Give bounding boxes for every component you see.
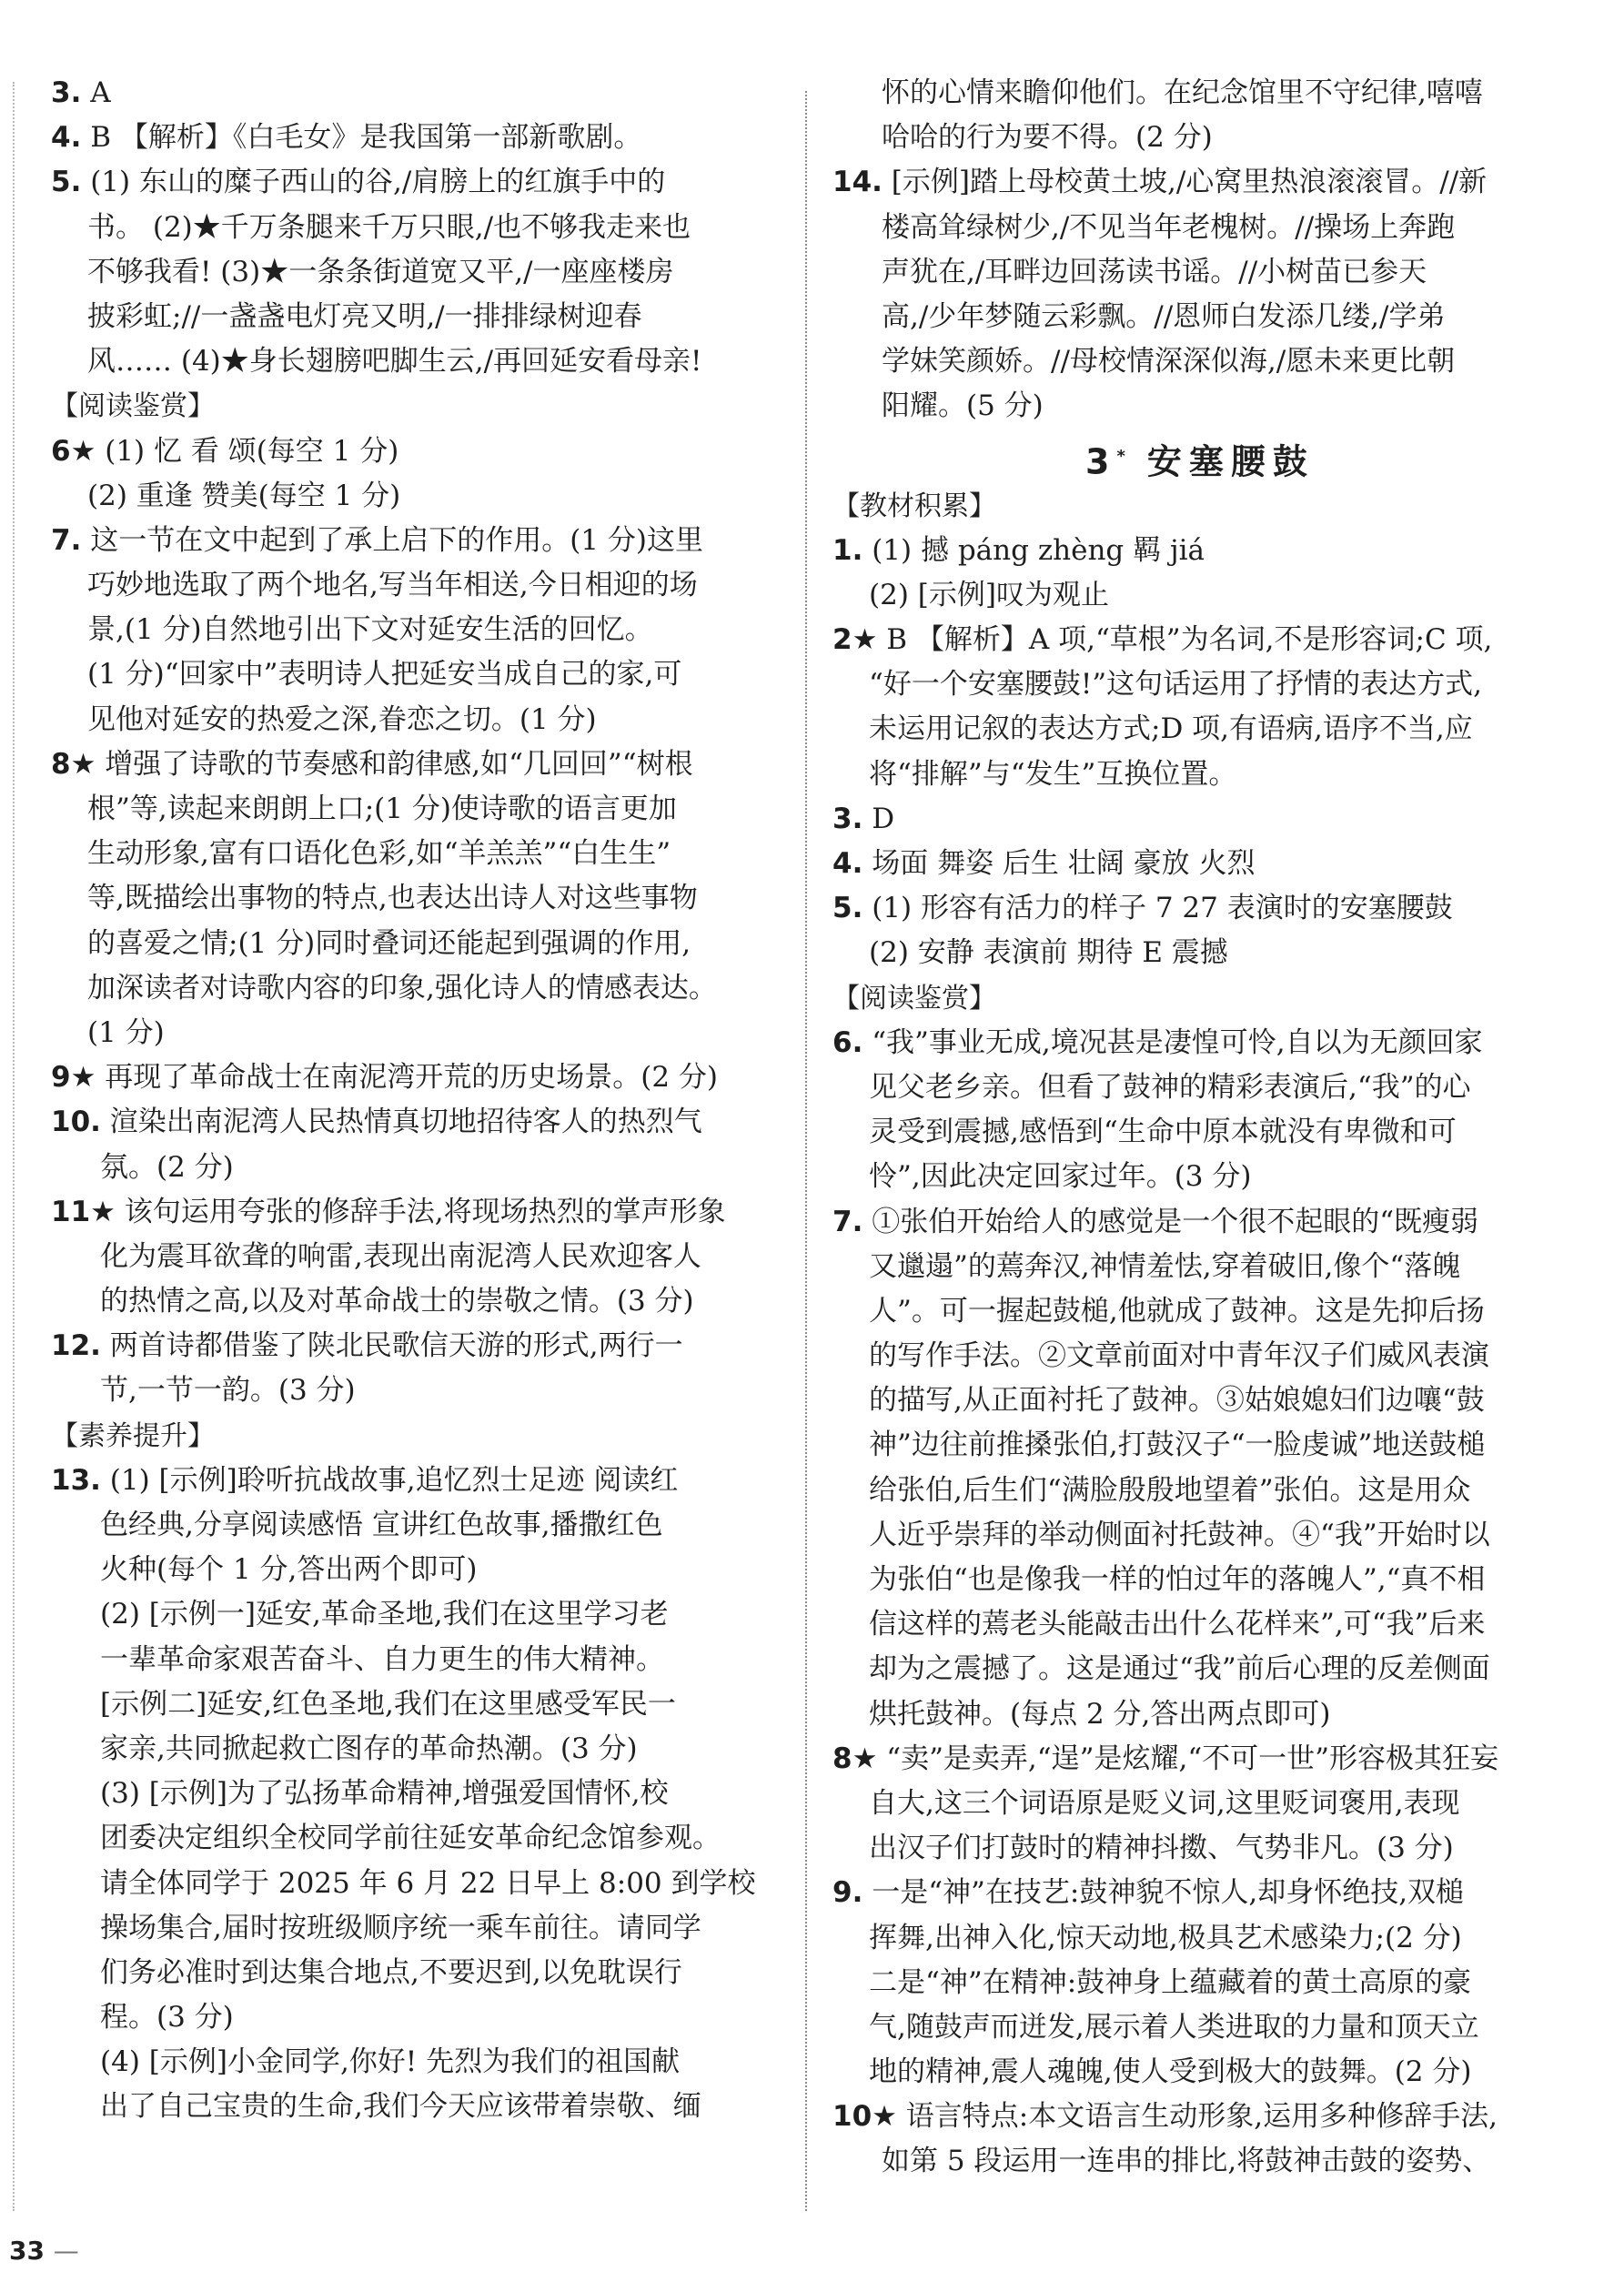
question-number: 5. xyxy=(51,166,82,199)
answer-line: 4. 场面 舞姿 后生 壮阔 豪放 火烈 xyxy=(832,847,1256,880)
answer-line: 7. ①张伯开始给人的感觉是一个很不起眼的“既瘦弱 xyxy=(832,1205,1479,1238)
section-heading: 【教材积累】 xyxy=(832,490,996,522)
answer-line: 2★ B 【解析】A 项,“草根”为名词,不是形容词;C 项, xyxy=(832,623,1493,657)
answer-line: 家亲,共同掀起救亡图存的革命热潮。(3 分) xyxy=(100,1732,638,1765)
answer-line: (2) [示例]叹为观止 xyxy=(869,578,1109,611)
answer-line: 楼高耸绿树少,/不见当年老槐树。//操场上奔跑 xyxy=(882,210,1456,244)
answer-line: [示例二]延安,红色圣地,我们在这里感受军民一 xyxy=(100,1687,676,1721)
section-heading: 【阅读鉴赏】 xyxy=(51,390,215,423)
answer-line: 见父老乡亲。但看了鼓神的精彩表演后,“我”的心 xyxy=(869,1070,1471,1104)
answer-line: 人近乎崇拜的举动侧面衬托鼓神。④“我”开始时以 xyxy=(869,1518,1490,1551)
answer-line: (4) [示例]小金同学,你好! 先烈为我们的祖国献 xyxy=(100,2045,681,2079)
answer-line: 为张伯“也是像我一样的怕过年的落魄人”,“真不相 xyxy=(869,1563,1486,1596)
answer-line: 1. (1) 撼 páng zhèng 羁 jiá xyxy=(832,533,1205,567)
answer-line: 挥舞,出神入化,惊天动地,极具艺术感染力;(2 分) xyxy=(869,1921,1462,1954)
answer-line: 4. B 【解析】《白毛女》是我国第一部新歌剧。 xyxy=(51,121,642,155)
answer-line: 12. 两首诗都借鉴了陕北民歌信天游的形式,两行一 xyxy=(51,1329,683,1363)
answer-line: 程。(3 分) xyxy=(100,2001,234,2035)
answer-line: 6★ (1) 忆 看 颂(每空 1 分) xyxy=(51,434,399,468)
answer-line: 声犹在,/耳畔边回荡读书谣。//小树苗已参天 xyxy=(882,255,1427,288)
answer-line: 氛。(2 分) xyxy=(100,1150,234,1184)
answer-line: 14. [示例]踏上母校黄土坡,/心窝里热浪滚滚冒。//新 xyxy=(832,166,1488,199)
column-divider xyxy=(805,91,807,2211)
answer-line: (2) 安静 表演前 期待 E 震撼 xyxy=(869,936,1228,970)
answer-line: 披彩虹;//一盏盏电灯亮又明,/一排排绿树迎春 xyxy=(87,299,642,333)
answer-line: 9. 一是“神”在技艺:鼓神貌不惊人,却身怀绝技,双槌 xyxy=(832,1876,1465,1910)
answer-line: 烘托鼓神。(每点 2 分,答出两点即可) xyxy=(869,1697,1331,1731)
question-number: 4. xyxy=(832,847,863,880)
question-number: 13. xyxy=(51,1463,101,1497)
left-column xyxy=(51,71,779,2130)
answer-line: 7. 这一节在文中起到了承上启下的作用。(1 分)这里 xyxy=(51,523,703,557)
answer-line: (2) 重逢 赞美(每空 1 分) xyxy=(87,479,401,512)
answer-line: 灵受到震撼,感悟到“生命中原本就没有卑微和可 xyxy=(869,1116,1457,1149)
answer-line: (3) [示例]为了弘扬革命精神,增强爱国情怀,校 xyxy=(100,1777,669,1811)
lesson-title: 3* 安塞腰鼓 xyxy=(1085,441,1315,482)
question-number: 11★ xyxy=(51,1195,116,1228)
question-number: 3. xyxy=(832,802,863,835)
question-number: 3. xyxy=(51,76,82,109)
answer-line: 巧妙地选取了两个地名,写当年相送,今日相迎的场 xyxy=(87,569,698,602)
answer-line: 色经典,分享阅读感悟 宣讲红色故事,播撒红色 xyxy=(100,1509,663,1541)
answer-line: 5. (1) 东山的糜子西山的谷,/肩膀上的红旗手中的 xyxy=(51,166,666,199)
answer-line: 3. A xyxy=(51,76,111,109)
answer-line: (2) [示例一]延安,革命圣地,我们在这里学习老 xyxy=(100,1598,669,1631)
answer-line: 未运用记叙的表达方式;D 项,有语病,语序不当,应 xyxy=(869,712,1473,746)
question-number: 7. xyxy=(51,523,82,557)
answer-line: 8★ 增强了诗歌的节奏感和韵律感,如“几回回”“树根 xyxy=(51,747,693,781)
answer-line: 的喜爱之情;(1 分)同时叠词还能起到强调的作用, xyxy=(87,926,691,960)
answer-line: 自大,这三个词语原是贬义词,这里贬词褒用,表现 xyxy=(869,1786,1460,1820)
answer-line: 的写作手法。②文章前面对中青年汉子们威风表演 xyxy=(869,1339,1489,1373)
question-number: 6★ xyxy=(51,434,96,468)
answer-line: 怀的心情来瞻仰他们。在纪念馆里不守纪律,嘻嘻 xyxy=(882,76,1483,109)
question-number: 1. xyxy=(832,533,863,567)
page-number: 33 xyxy=(9,2236,45,2266)
question-number: 10. xyxy=(51,1106,101,1139)
page-footer xyxy=(9,2236,79,2266)
answer-line: 等,既描绘出事物的特点,也表达出诗人对这些事物 xyxy=(87,882,698,915)
answer-line: 怜”,因此决定回家过年。(3 分) xyxy=(869,1160,1252,1194)
answer-line: 11★ 该句运用夸张的修辞手法,将现场热烈的掌声形象 xyxy=(51,1195,726,1228)
question-number: 2★ xyxy=(832,623,878,657)
question-number: 8★ xyxy=(51,747,96,781)
question-number: 7. xyxy=(832,1205,863,1238)
answer-line: 团委决定组织全校同学前往延安革命纪念馆参观。 xyxy=(100,1822,721,1855)
answer-line: 6. “我”事业无成,境况甚是凄惶可怜,自以为无颜回家 xyxy=(832,1025,1483,1059)
answer-line: 哈哈的行为要不得。(2 分) xyxy=(882,121,1213,155)
section-heading: 【阅读鉴赏】 xyxy=(832,982,996,1015)
answer-line: 的描写,从正面衬托了鼓神。③姑娘媳妇们边嚷“鼓 xyxy=(869,1384,1485,1418)
answer-line: 根”等,读起来朗朗上口;(1 分)使诗歌的语言更加 xyxy=(87,793,677,825)
answer-line: 信这样的蔫老头能敲击出什么花样来”,可“我”后来 xyxy=(869,1608,1486,1641)
answer-line: 风…… (4)★身长翅膀吧脚生云,/再回延安看母亲! xyxy=(87,345,702,379)
answer-line: 出汉子们打鼓时的精神抖擞、气势非凡。(3 分) xyxy=(869,1832,1454,1865)
answer-line: 如第 5 段运用一连串的排比,将鼓神击鼓的姿势、 xyxy=(882,2145,1491,2178)
answer-line: 生动形象,富有口语化色彩,如“羊羔羔”“白生生” xyxy=(87,837,671,871)
answer-line: 不够我看! (3)★一条条街道宽又平,/一座座楼房 xyxy=(87,255,674,288)
answer-line: 节,一节一韵。(3 分) xyxy=(100,1374,356,1408)
answer-line: 请全体同学于 2025 年 6 月 22 日早上 8:00 到学校 xyxy=(100,1866,756,1900)
answer-line: 又邋遢”的蔫奔汉,神情羞怯,穿着破旧,像个“落魄 xyxy=(869,1249,1461,1283)
question-number: 8★ xyxy=(832,1742,878,1775)
answer-line: 出了自己宝贵的生命,我们今天应该带着崇敬、缅 xyxy=(100,2090,701,2124)
answer-line: “好一个安塞腰鼓!”这句话运用了抒情的表达方式, xyxy=(869,668,1483,702)
answer-line: 给张伯,后生们“满脸殷殷地望着”张伯。这是用众 xyxy=(869,1473,1471,1507)
answer-line: (1 分) xyxy=(87,1015,165,1049)
answer-line: 10. 渲染出南泥湾人民热情真切地招待客人的热烈气 xyxy=(51,1106,702,1139)
answer-line: 化为震耳欲聋的响雷,表现出南泥湾人民欢迎客人 xyxy=(100,1239,701,1273)
question-number: 12. xyxy=(51,1329,101,1363)
answer-line: (1 分)“回家中”表明诗人把延安当成自己的家,可 xyxy=(87,658,682,692)
page-edge-rule xyxy=(13,82,15,2211)
answer-line: 人”。可一握起鼓槌,他就成了鼓神。这是先抑后扬 xyxy=(869,1294,1485,1328)
answer-line: 阳耀。(5 分) xyxy=(882,389,1044,423)
answer-line: 9★ 再现了革命战士在南泥湾开荒的历史场景。(2 分) xyxy=(51,1061,718,1095)
answer-line: 一辈革命家艰苦奋斗、自力更生的伟大精神。 xyxy=(100,1642,664,1676)
answer-line: 操场集合,届时按班级顺序统一乘车前往。请同学 xyxy=(100,1911,701,1944)
answer-line: 5. (1) 形容有活力的样子 7 27 表演时的安塞腰鼓 xyxy=(832,892,1453,925)
answer-line: 8★ “卖”是卖弄,“逞”是炫耀,“不可一世”形容极其狂妄 xyxy=(832,1742,1499,1775)
answer-line: 高,/少年梦随云彩飘。//恩师白发添几缕,/学弟 xyxy=(882,299,1446,333)
answer-line: 却为之震撼了。这是通过“我”前后心理的反差侧面 xyxy=(869,1652,1490,1686)
answer-line: 火种(每个 1 分,答出两个即可) xyxy=(100,1553,478,1587)
answer-line: 地的精神,震人魂魄,使人受到极大的鼓舞。(2 分) xyxy=(869,2055,1472,2089)
question-number: 6. xyxy=(832,1025,863,1059)
answer-line: 气,随鼓声而迸发,展示着人类进取的力量和顶天立 xyxy=(869,2010,1479,2044)
page-number-dash: — xyxy=(53,2236,79,2266)
question-number: 9. xyxy=(832,1876,863,1910)
answer-line: 加深读者对诗歌内容的印象,强化诗人的情感表达。 xyxy=(87,971,717,1005)
answer-line: 景,(1 分)自然地引出下文对延安生活的回忆。 xyxy=(87,613,653,647)
answer-line: 神”边往前推搡张伯,打鼓汉子“一脸虔诚”地送鼓槌 xyxy=(869,1429,1486,1462)
answer-line: 的热情之高,以及对革命战士的崇敬之情。(3 分) xyxy=(100,1285,694,1318)
question-number: 14. xyxy=(832,166,883,199)
answer-line: 3. D xyxy=(832,802,895,835)
question-number: 4. xyxy=(51,121,82,155)
question-number: 9★ xyxy=(51,1061,96,1095)
answer-line: 们务必准时到达集合地点,不要迟到,以免耽误行 xyxy=(100,1955,682,1989)
answer-line: 10★ 语言特点:本文语言生动形象,运用多种修辞手法, xyxy=(832,2100,1498,2134)
answer-line: 见他对延安的热爱之深,眷恋之切。(1 分) xyxy=(87,702,597,736)
answer-line: 二是“神”在精神:鼓神身上蕴藏着的黄土高原的豪 xyxy=(869,1965,1472,1999)
right-column xyxy=(832,71,1568,2185)
question-number: 10★ xyxy=(832,2100,897,2134)
answer-line: 将“排解”与“发生”互换位置。 xyxy=(869,757,1237,791)
answer-line: 学妹笑颜娇。//母校情深深似海,/愿未来更比朝 xyxy=(882,345,1456,379)
answer-line: 书。 (2)★千万条腿来千万只眼,/也不够我走来也 xyxy=(87,210,691,244)
answer-line: 13. (1) [示例]聆听抗战故事,追忆烈士足迹 阅读红 xyxy=(51,1463,679,1497)
section-heading: 【素养提升】 xyxy=(51,1419,215,1452)
question-number: 5. xyxy=(832,892,863,925)
